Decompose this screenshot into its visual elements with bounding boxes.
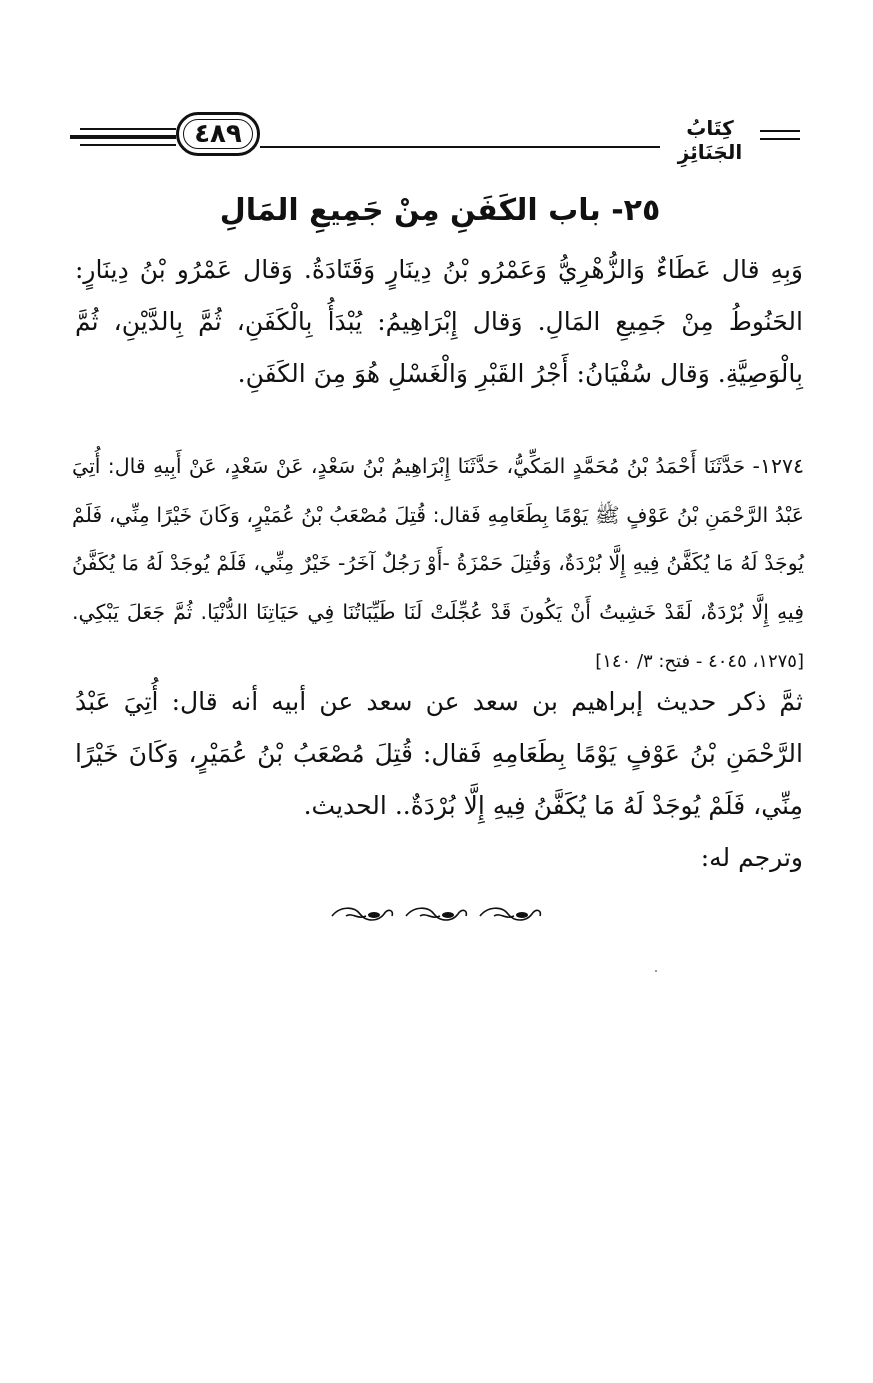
header-rule [760, 138, 800, 140]
hadith-text [72, 442, 804, 687]
stray-mark [655, 970, 657, 972]
intro-paragraph: وَبِهِ قال عَطَاءٌ وَالزُّهْرِيُّ وَعَمْرُو بْنُ دِينَارٍ وَقَتَادَةُ. وَقال عَمْرُو بْنُ دِينَارٍ: الحَنُوطُ مِنْ جَمِيعِ المَالِ. وَقال إِبْرَاهِيمُ: يُبْدَأُ بِالْكَفَنِ، ثُمَّ بِالدَّيْنِ، ثُمَّ بِالْوَصِيَّةِ. وَقال سُفْيَانُ: أَجْرُ القَبْرِ وَالْغَسْلِ هُوَ مِنَ الكَفَنِ. [75, 255, 803, 388]
page-number: ٤٨٩ [194, 119, 242, 149]
running-head-book-title: كِتَابُ الجَنَائِزِ [677, 116, 743, 164]
chapter-title: ٢٥- باب الكَفَنِ مِنْ جَمِيعِ المَالِ [219, 193, 661, 228]
page-number-badge [176, 112, 260, 156]
header-rule [70, 135, 176, 139]
header-rule [760, 130, 800, 132]
commentary-paragraph: ثمَّ ذكر حديث إبراهيم بن سعد عن سعد عن أبيه أنه قال: أُتِيَ عَبْدُ الرَّحْمَنِ بْنُ عَوْفٍ يَوْمًا بِطَعَامِهِ فَقال: قُتِلَ مُصْعَبُ بْنُ عُمَيْرٍ، وَكَانَ خَيْرًا مِنِّي، فَلَمْ يُوجَدْ لَهُ مَا يُكَفَّنُ فِيهِ إِلَّا بُرْدَةٌ.. الحديث. [75, 687, 803, 820]
header-rule [80, 128, 176, 130]
hadith-body: ١٢٧٤- حَدَّثَنَا أَحْمَدُ بْنُ مُحَمَّدٍ المَكِّيُّ، حَدَّثَنَا إِبْرَاهِيمُ بْنُ سَعْدٍ، عَنْ سَعْدٍ، عَنْ أَبِيهِ قال: أُتِيَ عَبْدُ الرَّحْمَنِ بْنُ عَوْفٍ ﷺ يَوْمًا بِطَعَامِهِ فَقال: قُتِلَ مُصْعَبُ بْنُ عُمَيْرٍ، وَكَانَ خَيْرًا مِنِّي، فَلَمْ يُوجَدْ لَهُ مَا يُكَفَّنُ فِيهِ إِلَّا بُرْدَةٌ، وَقُتِلَ حَمْزَةُ -أَوْ رَجُلٌ آخَرُ- خَيْرٌ مِنِّي، فَلَمْ يُوجَدْ لَهُ مَا يُكَفَّنُ فِيهِ إِلَّا بُرْدَةٌ، لَقَدْ خَشِيتُ أَنْ يَكُونَ قَدْ عُجِّلَتْ لَنَا طَيِّبَاتُنَا فِي حَيَاتِنَا الدُّنْيَا. ثُمَّ جَعَلَ يَبْكِي. [72, 454, 804, 624]
hadith-reference: [١٢٧٥، ٤٠٤٥ - فتح: ٣/ ١٤٠] [595, 651, 804, 672]
closing-line: وترجم له: [700, 843, 803, 872]
ornament-divider-icon [326, 902, 548, 928]
header-rule [80, 144, 176, 146]
header-rule [260, 146, 660, 148]
page-header [70, 108, 800, 164]
